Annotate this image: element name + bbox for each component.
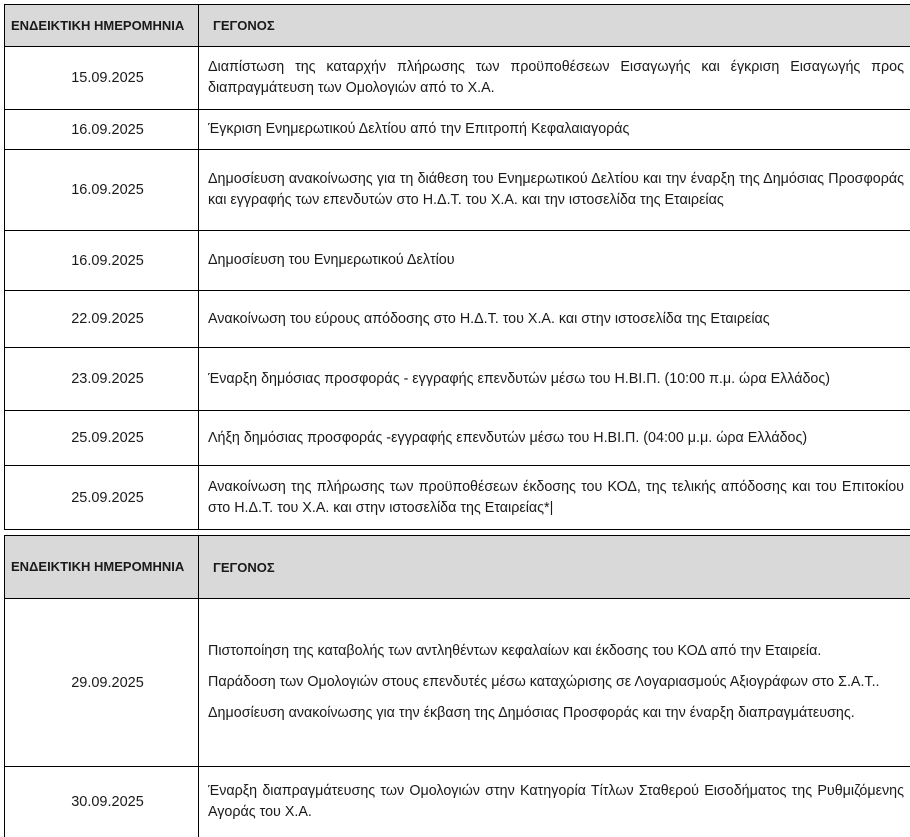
schedule-table-1: [4, 4, 910, 530]
row-date: 23.09.2025: [5, 348, 199, 411]
date-column-header: ΕΝΔΕΙΚΤΙΚΗ ΗΜΕΡΟΜΗΝΙΑ: [5, 536, 199, 599]
event-paragraph: Δημοσίευση ανακοίνωσης για την έκβαση της Δημόσιας Προσφοράς και την έναρξη διαπραγμάτευσης.: [208, 703, 904, 724]
event-paragraph: Πιστοποίηση της καταβολής των αντληθέντων κεφαλαίων και έκδοσης του ΚΟΔ από την Εταιρεία.: [208, 641, 904, 662]
row-date: 22.09.2025: [5, 291, 199, 348]
row-event-multi: [199, 599, 910, 767]
table-row: [5, 231, 910, 291]
table-row: [5, 767, 910, 837]
table-row: [5, 599, 910, 767]
event-column-header: ΓΕΓΟΝΟΣ: [199, 5, 910, 47]
row-event: Έναρξη δημόσιας προσφοράς - εγγραφής επενδυτών μέσω του Η.ΒΙ.Π. (10:00 π.μ. ώρα Ελλάδος): [199, 348, 910, 411]
row-date: 29.09.2025: [5, 599, 199, 767]
row-date: 15.09.2025: [5, 47, 199, 110]
row-date: 16.09.2025: [5, 150, 199, 231]
event-paragraph: Παράδοση των Ομολογιών στους επενδυτές μέσω καταχώρισης σε Λογαριασμούς Αξιογράφων στο Σ.Α.Τ..: [208, 672, 904, 693]
table-row: [5, 110, 910, 150]
row-date: 16.09.2025: [5, 231, 199, 291]
row-date: 30.09.2025: [5, 767, 199, 837]
table-row: [5, 47, 910, 110]
schedule-table-2: [4, 535, 910, 837]
row-event: Έγκριση Ενημερωτικού Δελτίου από την Επιτροπή Κεφαλαιαγοράς: [199, 110, 910, 150]
row-event: Δημοσίευση ανακοίνωσης για τη διάθεση του Ενημερωτικού Δελτίου και την έναρξη της Δημόσιας Προσφοράς και εγγραφής των επενδυτών στο Η.Δ.Τ. του Χ.Α. και την ιστοσελίδα της Εταιρείας: [199, 150, 910, 231]
row-event: Δημοσίευση του Ενημερωτικού Δελτίου: [199, 231, 910, 291]
table-row: [5, 150, 910, 231]
row-date: 16.09.2025: [5, 110, 199, 150]
table-header-row: [5, 5, 910, 47]
row-event: Έναρξη διαπραγμάτευσης των Ομολογιών στην Κατηγορία Τίτλων Σταθερού Εισοδήματος της Ρυθμιζόμενης Αγοράς του Χ.Α.: [199, 767, 910, 837]
table-row: [5, 291, 910, 348]
row-event: Διαπίστωση της καταρχήν πλήρωσης των προϋποθέσεων Εισαγωγής και έγκριση Εισαγωγής προς διαπραγμάτευση των Ομολογιών από το Χ.Α.: [199, 47, 910, 110]
row-date: 25.09.2025: [5, 411, 199, 466]
table-row: [5, 466, 910, 530]
event-column-header: ΓΕΓΟΝΟΣ: [199, 536, 910, 599]
row-date: 25.09.2025: [5, 466, 199, 530]
table-row: [5, 411, 910, 466]
table-header-row: [5, 536, 910, 599]
row-event: Ανακοίνωση του εύρους απόδοσης στο Η.Δ.Τ. του Χ.Α. και στην ιστοσελίδα της Εταιρείας: [199, 291, 910, 348]
date-column-header: ΕΝΔΕΙΚΤΙΚΗ ΗΜΕΡΟΜΗΝΙΑ: [5, 5, 199, 47]
table-row: [5, 348, 910, 411]
row-event: Ανακοίνωση της πλήρωσης των προϋποθέσεων έκδοσης του ΚΟΔ, της τελικής απόδοσης και του Επιτοκίου στο Η.Δ.Τ. του Χ.Α. και στην ιστοσελίδα της Εταιρείας*|: [199, 466, 910, 530]
row-event: Λήξη δημόσιας προσφοράς -εγγραφής επενδυτών μέσω του Η.ΒΙ.Π. (04:00 μ.μ. ώρα Ελλάδος): [199, 411, 910, 466]
